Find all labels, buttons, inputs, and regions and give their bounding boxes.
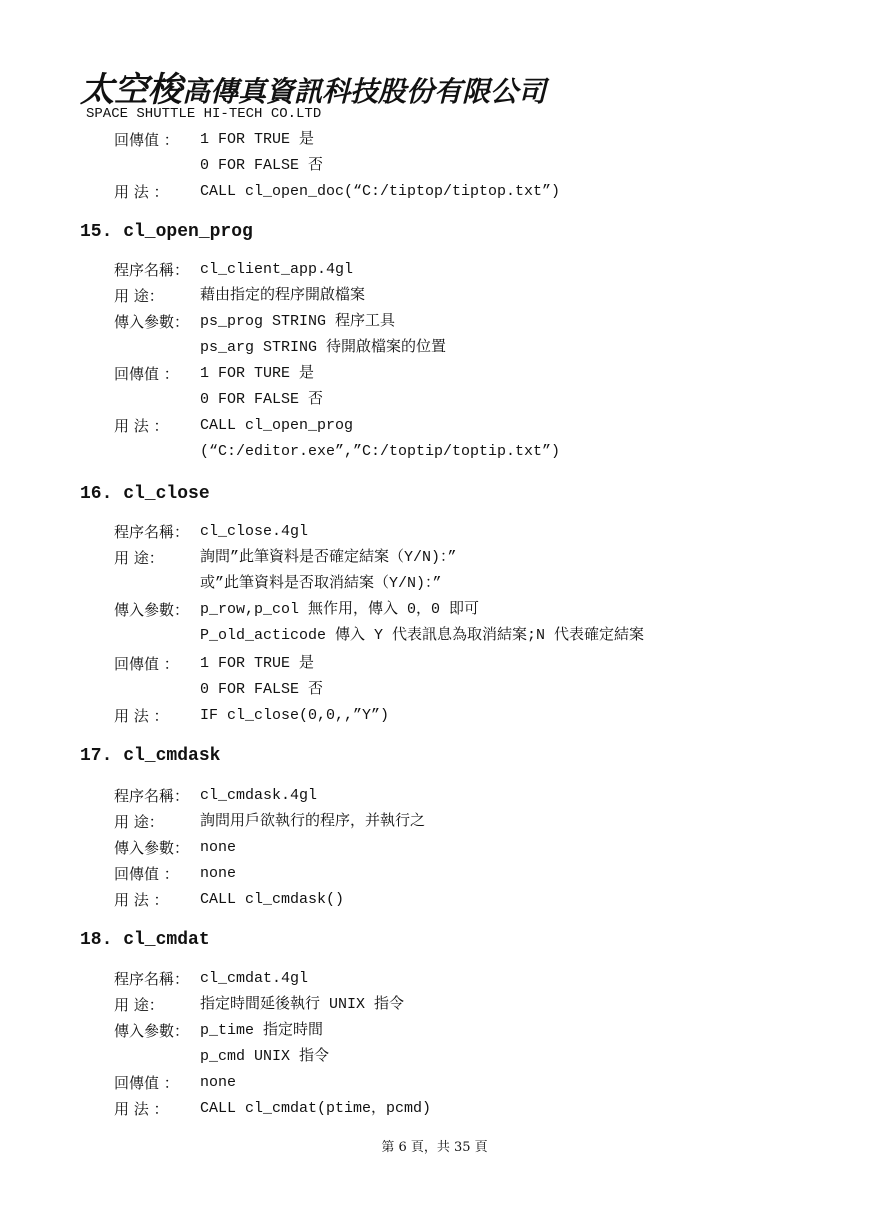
section-title: 17. cl_cmdask xyxy=(80,746,221,766)
purpose-value: 或”此筆資料是否取消結案（Y/N)：” xyxy=(200,575,442,592)
usage-label: 用 法 ： xyxy=(114,707,169,725)
return-row xyxy=(114,362,315,386)
params-label: 傳入參數： xyxy=(114,1022,190,1040)
usage-label: 用 法 ： xyxy=(114,1100,169,1118)
usage-row xyxy=(114,888,345,912)
company-name-zh-rest: 高傳真資訊科技股份有限公司 xyxy=(182,75,547,108)
return-value: 0 FOR FALSE 否 xyxy=(200,391,324,408)
params-label: 傳入參數： xyxy=(114,313,190,331)
params-value: none xyxy=(200,839,237,856)
section-title: 15. cl_open_prog xyxy=(80,222,253,242)
params-row xyxy=(114,598,480,622)
purpose-value: 指定時間延後執行 UNIX 指令 xyxy=(200,996,405,1013)
program-label: 程序名稱： xyxy=(114,970,190,988)
purpose-row xyxy=(114,810,426,834)
program-label: 程序名稱： xyxy=(114,787,190,805)
purpose-value: 詢問用戶欲執行的程序，并執行之 xyxy=(200,813,426,830)
usage-value: CALL cl_open_prog xyxy=(200,417,354,434)
return-value: 0 FOR FALSE 否 xyxy=(200,681,324,698)
usage-value: CALL cl_cmdat(ptime，pcmd) xyxy=(200,1100,432,1117)
return-label: 回傳值 ： xyxy=(114,865,179,883)
params-row xyxy=(114,1019,324,1043)
usage-row xyxy=(114,704,390,728)
usage-row xyxy=(114,1097,432,1121)
return-row xyxy=(114,128,315,152)
purpose-label: 用 途： xyxy=(114,549,164,567)
params-value: ps_prog STRING 程序工具 xyxy=(200,313,396,330)
program-row xyxy=(114,520,309,544)
return-row xyxy=(114,862,237,886)
program-label: 程序名稱： xyxy=(114,261,190,279)
section-title: 16. cl_close xyxy=(80,484,210,504)
program-value: cl_close.4gl xyxy=(200,523,309,540)
purpose-label: 用 途： xyxy=(114,287,164,305)
return-label: 回傳值 ： xyxy=(114,131,179,149)
return-label: 回傳值 ： xyxy=(114,655,179,673)
params-value: p_cmd UNIX 指令 xyxy=(200,1048,330,1065)
usage-row xyxy=(114,414,354,438)
return-value: 1 FOR TURE 是 xyxy=(200,365,315,382)
return-value: 1 FOR TRUE 是 xyxy=(200,131,315,148)
page-number: 第 6 頁，共 35 頁 xyxy=(381,1140,488,1155)
return-value: 1 FOR TRUE 是 xyxy=(200,655,315,672)
program-row xyxy=(114,258,354,282)
usage-value: CALL cl_cmdask() xyxy=(200,891,345,908)
return-label: 回傳值 ： xyxy=(114,365,179,383)
program-value: cl_client_app.4gl xyxy=(200,261,354,278)
company-name-zh xyxy=(80,62,546,111)
usage-value: (“C:/editor.exe”,”C:/toptip/toptip.txt”) xyxy=(200,443,561,460)
purpose-label: 用 途： xyxy=(114,813,164,831)
purpose-row xyxy=(114,546,457,570)
params-value: p_time 指定時間 xyxy=(200,1022,324,1039)
purpose-value: 藉由指定的程序開啟檔案 xyxy=(200,287,366,304)
return-value: none xyxy=(200,865,237,882)
params-label: 傳入參數： xyxy=(114,601,190,619)
program-value: cl_cmdat.4gl xyxy=(200,970,309,987)
return-label: 回傳值 ： xyxy=(114,1074,179,1092)
usage-value: CALL cl_open_doc(“C:/tiptop/tiptop.txt”) xyxy=(200,183,561,200)
company-name-zh-big: 太空梭 xyxy=(80,70,182,110)
params-row xyxy=(114,836,237,860)
params-label: 傳入參數： xyxy=(114,839,190,857)
return-value: 0 FOR FALSE 否 xyxy=(200,157,324,174)
usage-row xyxy=(114,180,561,204)
purpose-value: 詢問”此筆資料是否確定結案（Y/N)：” xyxy=(200,549,457,566)
params-value: p_row,p_col 無作用，傳入 0，0 即可 xyxy=(200,601,480,618)
program-row xyxy=(114,784,318,808)
program-value: cl_cmdask.4gl xyxy=(200,787,318,804)
usage-label: 用 法 ： xyxy=(114,417,169,435)
usage-label: 用 法 ： xyxy=(114,183,169,201)
return-value: none xyxy=(200,1074,237,1091)
params-value: ps_arg STRING 待開啟檔案的位置 xyxy=(200,339,447,356)
usage-value: IF cl_close(0,0,,”Y”) xyxy=(200,707,390,724)
return-row xyxy=(114,652,315,676)
company-name-en: SPACE SHUTTLE HI-TECH CO.LTD xyxy=(86,106,322,122)
section-title: 18. cl_cmdat xyxy=(80,930,210,950)
program-row xyxy=(114,967,309,991)
purpose-row xyxy=(114,284,366,308)
purpose-row xyxy=(114,993,405,1017)
params-row xyxy=(114,310,396,334)
usage-label: 用 法 ： xyxy=(114,891,169,909)
return-row xyxy=(114,1071,237,1095)
purpose-label: 用 途： xyxy=(114,996,164,1014)
params-value: P_old_acticode 傳入 Y 代表訊息為取消結案;N 代表確定結案 xyxy=(200,627,645,644)
program-label: 程序名稱： xyxy=(114,523,190,541)
